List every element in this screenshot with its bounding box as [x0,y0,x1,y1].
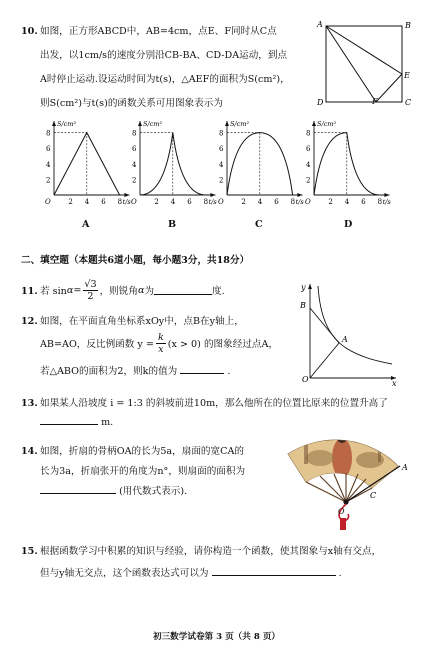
q11-alpha: α [66,284,74,296]
x-tick-label: 6 [187,198,192,206]
t-axis-label: t/s [122,198,131,206]
label-c: C [370,491,377,500]
option-d-label[interactable]: D [344,219,353,230]
x-tick-label: 2 [241,198,246,206]
square-outline [326,26,402,102]
fan-tassel [340,518,346,530]
hyperbola-curve [318,286,392,364]
segment-ae [326,26,402,74]
q11-answer-blank[interactable] [154,285,212,295]
y-tick-label: 2 [46,176,51,185]
x-tick-label: 2 [328,198,333,206]
t-axis-label: t/s [382,198,391,206]
q12-line1: 如图，在平面直角坐标系xOy中，点B在y轴上， [40,316,244,327]
x-tick-label: 4 [84,198,90,206]
label-a: A [342,335,348,344]
segment-oa [310,343,339,378]
s-axis-arrow [138,121,142,126]
square-abcd-figure [316,16,412,107]
label-f: F [372,97,378,106]
folding-fan-figure [280,424,410,534]
label-c: C [405,98,412,107]
q10-line1: 如图，正方形ABCD中，AB=4cm，点E、F同时从C点 [40,26,277,37]
q14-number: 14. [21,446,38,457]
x-tick-label: 2 [68,198,73,206]
q13-row2 [40,415,113,429]
segment-ba [310,308,339,343]
q11-post: 为 [144,286,155,297]
q11-alpha2: α [137,284,145,296]
q12-line3b: . [227,366,231,377]
origin-label: O [305,198,311,206]
q12-number: 12. [21,316,38,327]
option-graph-a [40,117,130,209]
label-o: O [302,375,309,384]
option-graph-c [213,117,303,209]
q11-mid: ，则锐角 [99,286,138,297]
q15-number: 15. [21,546,38,557]
q10-line2: 出发，以1cm/s的速度分别沿CB-BA、CD-DA运动，到点 [40,50,288,61]
fan-painting [280,424,410,504]
x-tick-label: 8 [290,198,296,206]
t-axis-label: t/s [295,198,304,206]
y-tick-label: 6 [306,145,311,154]
q11-fraction [83,279,97,302]
s-axis-label: S/cm² [143,120,163,128]
y-tick-label: 6 [219,145,224,154]
q11-pre: 若 sin [40,286,67,297]
s-axis-arrow [225,121,229,126]
y-tick-label: 2 [219,176,224,185]
q11-frac-den: 2 [87,290,94,302]
label-x: x [392,379,397,388]
q12-coordinate-figure [296,278,402,386]
q12-fraction [156,332,166,355]
q10-number: 10. [21,26,38,37]
q15-line2: 但与y轴无交点，这个函数表达式可以为 [40,568,209,579]
t-axis-label: t/s [208,198,217,206]
q11-frac-num: √3 [84,278,97,290]
y-tick-label: 8 [306,129,311,138]
q11-row [40,277,225,303]
option-graph-b [126,117,216,209]
x-tick-label: 8 [377,198,383,206]
label-a: A [402,463,408,472]
option-b-label[interactable]: B [168,219,177,230]
q11-post2: 度. [212,286,225,297]
q14-line3: (用代数式表示). [119,486,188,497]
q12-line2b: (x > 0) 的图象经过点A， [167,339,279,350]
segment-af [326,26,376,102]
page-footer: 初三数学试卷第 3 页（共 8 页） [152,632,281,642]
q10-line4: 则S(cm²)与t(s)的函数关系可用图象表示为 [40,98,223,109]
segment-ef [376,74,402,102]
q12-row2 [40,330,278,356]
s-axis-label: S/cm² [230,120,250,128]
q13-line2: m. [101,417,114,428]
s-axis-label: S/cm² [57,120,77,128]
y-tick-label: 4 [219,160,224,169]
q15-line1: 根据函数学习中积累的知识与经验，请你构造一个函数，使其图象与x轴有交点， [40,546,382,557]
q10-line3: A时停止运动.设运动时间为t(s)，△AEF的面积为S(cm²)， [40,74,290,85]
x-tick-label: 6 [361,198,366,206]
x-tick-label: 4 [344,198,350,206]
q14-row3 [40,484,187,498]
section-heading: 二、填空题（本题共6道小题，每小题3分，共18分） [21,255,250,266]
s-axis-label: S/cm² [317,120,337,128]
origin-label: O [218,198,224,206]
y-tick-label: 4 [306,160,311,169]
x-tick-label: 4 [170,198,176,206]
y-tick-label: 6 [46,145,51,154]
x-tick-label: 8 [117,198,123,206]
s-axis-arrow [312,121,316,126]
q12-line3a: 若△ABO的面积为2，则k的值为 [40,366,178,377]
y-tick-label: 2 [306,176,311,185]
t-axis-arrow [384,193,389,197]
label-a: A [317,20,323,29]
x-tick-label: 6 [101,198,106,206]
q12-frac-num: k [157,331,164,343]
origin-label: O [45,198,51,206]
option-graph-d [300,117,390,209]
label-y: y [301,283,306,292]
q14-line2: 长为3a，折扇张开的角度为n°，则扇面的面积为 [40,466,246,477]
origin-label: O [131,198,137,206]
y-tick-label: 4 [46,160,51,169]
y-tick-label: 4 [132,160,137,169]
y-axis-arrow [308,284,312,289]
y-tick-label: 6 [132,145,137,154]
q13-answer-blank[interactable] [40,415,98,425]
x-tick-label: 2 [154,198,159,206]
q15-row2 [40,566,342,580]
fan-pivot [343,499,348,504]
label-d: D [317,98,324,107]
y-tick-label: 8 [219,129,224,138]
q13-line1: 如果某人沿坡度 i = 1:3 的斜坡前进10m，那么他所在的位置比原来的位置升高了 [40,398,388,409]
label-b: B [300,301,306,310]
x-tick-label: 6 [274,198,279,206]
q14-answer-blank[interactable] [40,484,116,494]
y-tick-label: 8 [46,129,51,138]
q11-number: 11. [21,286,38,297]
option-c-label[interactable]: C [255,219,263,230]
q14-line1: 如图，折扇的骨柄OA的长为5a，扇面的宽CA的 [40,446,244,457]
s-axis-arrow [52,121,56,126]
y-tick-label: 2 [132,176,137,185]
y-tick-label: 8 [132,129,137,138]
q12-frac-den: x [158,343,164,355]
label-o: O [338,507,345,516]
label-b: B [405,21,411,30]
q12-row3 [40,364,230,378]
q13-number: 13. [21,398,38,409]
q15-line2b: . [338,568,342,579]
q11-eq: = [73,284,82,296]
x-tick-label: 4 [257,198,263,206]
x-tick-label: 8 [203,198,209,206]
label-e: E [404,71,410,80]
q15-answer-blank[interactable] [212,566,336,576]
q12-answer-blank[interactable] [180,364,224,374]
q12-line2a: AB=AO，反比例函数 y = [40,339,154,350]
option-a-label[interactable]: A [82,219,90,230]
